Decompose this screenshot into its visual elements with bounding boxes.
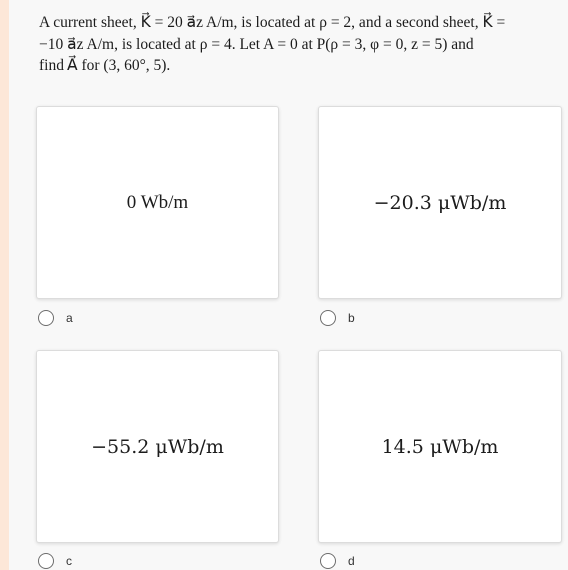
option-b-radio-row[interactable]	[320, 310, 355, 326]
option-d-card[interactable]	[318, 350, 562, 543]
question-line-1: A current sheet, K⃗ = 20 a⃗z A/m, is located at ρ = 2, and a second sheet, K⃗ =	[39, 14, 506, 31]
option-a-radio[interactable]	[38, 310, 54, 326]
option-b-radio[interactable]	[320, 310, 336, 326]
option-a-value: 0 Wb/m	[126, 191, 189, 213]
option-a-radio-row[interactable]	[38, 310, 73, 326]
option-a-card[interactable]	[36, 106, 279, 299]
option-c-radio-row[interactable]	[38, 553, 72, 569]
option-d-radio-row[interactable]	[320, 553, 355, 569]
option-b-value: −20.3 μWb/m	[373, 191, 507, 214]
option-d-value: 14.5 μWb/m	[381, 435, 499, 458]
option-b-label: b	[348, 311, 355, 325]
option-b-card[interactable]	[318, 106, 562, 299]
left-accent-bar	[0, 0, 9, 570]
question-line-3: find A⃗ for (3, 60°, 5).	[39, 57, 171, 74]
option-d-label: d	[348, 554, 355, 568]
question-line-2: −10 a⃗z A/m, is located at ρ = 4. Let A = 0 at P(ρ = 3, φ = 0, z = 5) and	[39, 35, 474, 53]
question-text	[39, 12, 564, 77]
option-d-radio[interactable]	[320, 553, 336, 569]
option-c-label: c	[66, 554, 72, 568]
option-c-value: −55.2 μWb/m	[91, 435, 224, 458]
option-a-label: a	[66, 311, 73, 325]
option-c-radio[interactable]	[38, 553, 54, 569]
option-c-card[interactable]	[36, 350, 279, 543]
